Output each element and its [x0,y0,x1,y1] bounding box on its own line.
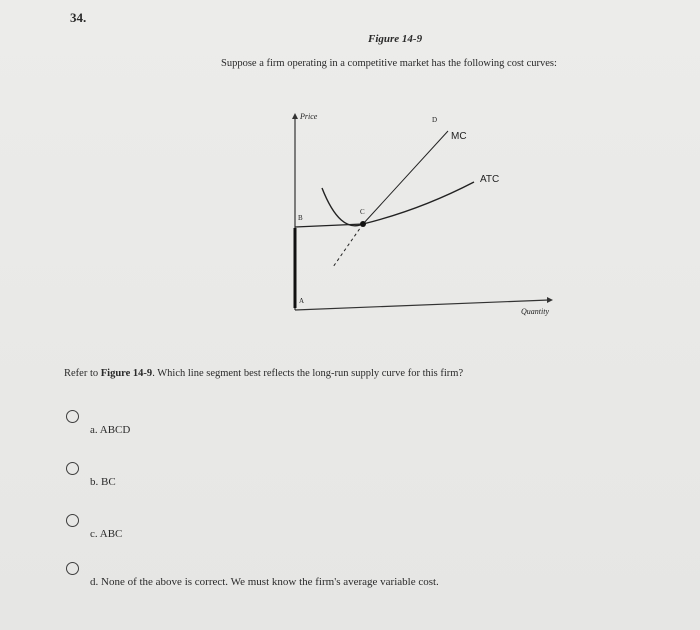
point-a-label: A [299,297,305,305]
point-c-dot [360,221,366,227]
mc-label: MC [451,131,467,142]
answer-option-d[interactable] [66,562,546,592]
mc-curve-dashed [333,224,363,267]
question-suffix: . Which line segment best reflects the long-run supply curve for this firm? [152,368,464,379]
radio-button-icon[interactable] [66,562,79,575]
atc-label: ATC [480,174,500,185]
y-axis-label: Price [300,112,318,121]
question-number: 34. [70,10,87,25]
figure-reference: Figure 14-9 [100,368,153,379]
radio-button-icon[interactable] [66,462,79,475]
radio-button-icon[interactable] [66,514,79,527]
x-axis-label: Quantity [521,307,549,316]
y-axis-arrow [292,113,298,119]
answer-option-b[interactable] [66,462,546,492]
x-axis-arrow [547,297,553,303]
point-d-label: D [432,116,438,124]
option-label: a. ABCD [90,424,131,436]
answer-option-c[interactable] [66,514,546,544]
atc-curve [322,182,474,226]
point-b-label: B [298,214,303,222]
intro-text: Suppose a firm operating in a competitive market has the following cost curves: [221,58,557,69]
answer-option-a[interactable] [66,410,546,440]
mc-curve [363,131,448,224]
figure-title: Figure 14-9 [368,33,423,45]
x-axis [295,300,549,310]
option-label: b. BC [90,476,116,488]
question-text [64,368,463,379]
option-label: c. ABC [90,528,123,540]
radio-button-icon[interactable] [66,410,79,423]
point-c-label: C [360,208,365,216]
option-label: d. None of the above is correct. We must know the firm's average variable cost. [90,576,439,588]
question-prefix: Refer to [64,368,101,379]
